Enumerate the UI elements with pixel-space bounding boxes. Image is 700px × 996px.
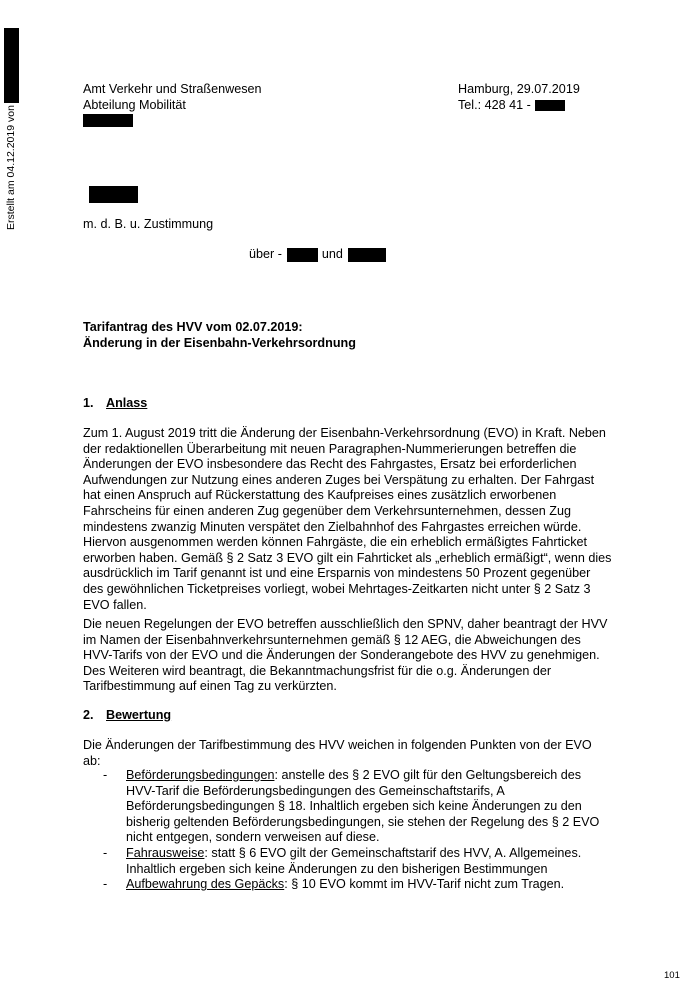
section-1-number: 1. xyxy=(83,396,94,410)
creation-stamp xyxy=(3,0,19,230)
place-date: Hamburg, 29.07.2019 xyxy=(458,82,580,96)
paragraph-line: Des Weiteren wird beantragt, die Bekanntmachungsfrist für die o.g. Änderungen der xyxy=(83,663,552,678)
approval-note: m. d. B. u. Zustimmung xyxy=(83,217,214,231)
list-text: : anstelle des § 2 EVO gilt für den Geltungsbereich des xyxy=(274,768,582,782)
paragraph-line: Fahrscheins für einen anderen Zug gegenüber dem Verkehrsunternehmen, dessen Zug xyxy=(83,503,571,518)
redacted-block xyxy=(348,248,386,262)
creation-stamp-text: Erstellt am 04.12.2019 von xyxy=(5,105,17,230)
redacted-block xyxy=(89,186,138,203)
section-2-number: 2. xyxy=(83,708,94,722)
paragraph-line: EVO fallen. xyxy=(83,597,147,612)
redacted-block xyxy=(83,114,133,127)
section-2-heading xyxy=(83,708,171,724)
list-text: nicht entgegen, sondern verweisen auf diese. xyxy=(126,830,380,845)
list-text: : statt § 6 EVO gilt der Gemeinschaftstarif des HVV, A. Allgemeines. xyxy=(204,845,582,860)
sender-block xyxy=(83,82,262,113)
list-item xyxy=(103,877,618,893)
list-dash: - xyxy=(103,768,108,782)
paragraph-line: Zum 1. August 2019 tritt die Änderung der Eisenbahn-Verkehrsordnung (EVO) in Kraft. Neben xyxy=(83,426,606,440)
list-item xyxy=(103,846,618,877)
via-prefix: über - xyxy=(249,247,282,261)
list-text: Inhaltlich ergeben sich keine Änderungen zu den bisherigen Bestimmungen xyxy=(126,861,548,876)
paragraph-line: des gewöhnlichen Ticketpreises vorliegt, wobei Mehrtages-Zeitkarten nicht unter § 2 Satz 3 xyxy=(83,581,591,596)
subject-line-2: Änderung in der Eisenbahn-Verkehrsordnung xyxy=(83,335,356,350)
paragraph-line: hat einen Anspruch auf Rückerstattung des Kaufpreises eines zusätzlich erworbenen xyxy=(83,488,557,503)
section-1-heading xyxy=(83,396,147,412)
paragraph-line: Änderungen der EVO insbesondere das Recht des Fahrgastes, Ersatz bei erforderlichen xyxy=(83,457,577,472)
paragraph-line: Die Änderungen der Tarifbestimmung des HVV weichen in folgenden Punkten von der EVO xyxy=(83,738,592,752)
page-number: 101 xyxy=(664,970,680,981)
list-text: : § 10 EVO kommt im HVV-Tarif nicht zum Tragen. xyxy=(284,877,565,892)
redacted-block xyxy=(4,28,19,103)
section-1-paragraph-1 xyxy=(83,426,617,613)
paragraph-line: ausdrücklich im Tarif genannt ist und eine Ersparnis von mindestens 50 Prozent gegenüber xyxy=(83,566,591,581)
subject xyxy=(83,320,356,351)
list-term: Aufbewahrung des Gepäcks xyxy=(126,877,285,892)
list-text: HVV-Tarif die Beförderungsbedingungen des Gemeinschaftstarifs, A xyxy=(126,783,505,798)
list-item xyxy=(103,768,618,846)
routing-via xyxy=(249,247,386,263)
meta-block xyxy=(458,82,580,113)
list-dash: - xyxy=(103,845,108,860)
phone-number: Tel.: 428 41 - xyxy=(458,97,531,112)
paragraph-line: der redaktionellen Überarbeitung mit neuen Paragraphen-Nummerierungen betreffen die xyxy=(83,441,577,456)
section-2-intro xyxy=(83,738,617,769)
sender-line-1: Amt Verkehr und Straßenwesen xyxy=(83,82,262,96)
paragraph-line: ab: xyxy=(83,753,101,768)
section-1-paragraph-2 xyxy=(83,617,617,695)
list-term: Beförderungsbedingungen xyxy=(126,768,275,782)
paragraph-line: Die neuen Regelungen der EVO betreffen ausschließlich den SPNV, daher beantragt der HVV xyxy=(83,617,608,631)
section-1-title: Anlass xyxy=(106,396,148,410)
redacted-block xyxy=(287,248,318,262)
list-text: bisherig geltenden Beförderungsbedingungen, sie stehen der Regelung des § 2 EVO xyxy=(126,814,600,829)
paragraph-line: mindestens zwanzig Minuten verspätet den Zielbahnhof des Fahrgastes erreichen würde. xyxy=(83,519,582,534)
list-term: Fahrausweise xyxy=(126,845,205,860)
section-2-title: Bewertung xyxy=(106,708,172,722)
sender-line-2: Abteilung Mobilität xyxy=(83,97,186,112)
list-text: Beförderungsbedingungen § 18. Inhaltlich ergeben sich keine Änderungen zu den xyxy=(126,799,582,814)
subject-line-1: Tarifantrag des HVV vom 02.07.2019: xyxy=(83,320,303,334)
via-and: und xyxy=(321,247,343,261)
paragraph-line: im Namen der Eisenbahnverkehrsunternehmen gemäß § 12 AEG, die Abweichungen des xyxy=(83,632,581,647)
deviation-list xyxy=(103,768,618,893)
paragraph-line: Aufwendungen zur Nutzung eines anderen Zuges bei Verspätung zu erhalten. Der Fahrgast xyxy=(83,472,595,487)
paragraph-line: erworben haben. Gemäß § 2 Satz 3 EVO gilt ein Fahrticket als „erheblich ermäßigt“, wenn dies xyxy=(83,550,612,565)
list-dash: - xyxy=(103,877,108,892)
paragraph-line: Tarifbestimmung auf einen Tag zu verkürzten. xyxy=(83,679,337,694)
redacted-block xyxy=(535,100,565,111)
paragraph-line: HVV-Tarifs von der EVO und die Änderungen der Sonderangebote des HVV zu genehmigen. xyxy=(83,648,600,663)
paragraph-line: Hiervon ausgenommen werden können Fahrgäste, die ein erheblich ermäßigtes Fahrticket xyxy=(83,535,588,550)
